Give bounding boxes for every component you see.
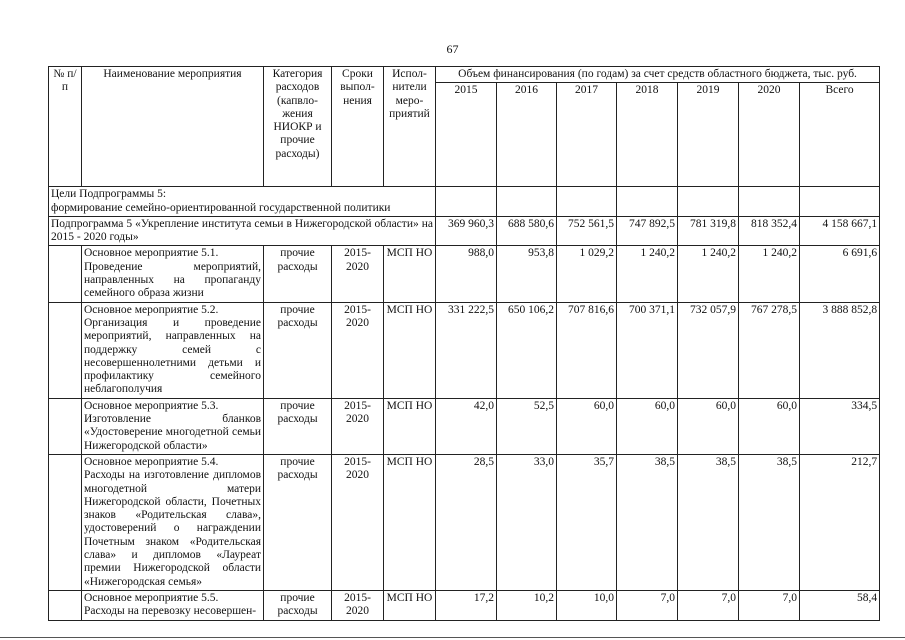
measure-category: прочие расходы bbox=[264, 454, 332, 590]
subprogram-name: Подпрограмма 5 «Укрепление института семьи в Нижегородской области» на 2015 - 2020 годы» bbox=[49, 216, 436, 246]
subprogram-value: 752 561,5 bbox=[557, 216, 617, 246]
measure-description: Расходы на перевозку несовершен- bbox=[84, 605, 257, 618]
measure-name-cell bbox=[82, 246, 264, 302]
measure-value: 10,2 bbox=[497, 590, 557, 620]
header-name: Наименование мероприятия bbox=[82, 67, 264, 187]
header-year: 2018 bbox=[617, 83, 678, 187]
header-year: 2015 bbox=[436, 83, 497, 187]
measure-title: Основное мероприятие 5.3. bbox=[84, 399, 219, 412]
measure-term: 2015-2020 bbox=[332, 398, 384, 454]
measure-executor: МСП НО bbox=[384, 454, 436, 590]
funding-table bbox=[48, 66, 880, 621]
measure-value: 732 057,9 bbox=[678, 302, 739, 398]
measure-executor: МСП НО bbox=[384, 246, 436, 302]
measure-category: прочие расходы bbox=[264, 302, 332, 398]
measure-value: 42,0 bbox=[436, 398, 497, 454]
measure-executor: МСП НО bbox=[384, 398, 436, 454]
measure-value: 7,0 bbox=[617, 590, 678, 620]
measure-category: прочие расходы bbox=[264, 590, 332, 620]
measure-value: 767 278,5 bbox=[739, 302, 800, 398]
measure-row bbox=[49, 454, 880, 590]
measure-value: 7,0 bbox=[739, 590, 800, 620]
measure-term: 2015-2020 bbox=[332, 302, 384, 398]
row-number-cell bbox=[49, 302, 82, 398]
measure-value: 1 240,2 bbox=[739, 246, 800, 302]
measure-total: 334,5 bbox=[800, 398, 880, 454]
subprogram-value: 688 580,6 bbox=[497, 216, 557, 246]
measure-description: Проведение мероприятий, направленных на пропаганду семейного образа жизни bbox=[84, 260, 261, 300]
measure-name-cell bbox=[82, 302, 264, 398]
measure-total: 58,4 bbox=[800, 590, 880, 620]
measure-name-cell bbox=[82, 454, 264, 590]
measure-value: 988,0 bbox=[436, 246, 497, 302]
measure-value: 650 106,2 bbox=[497, 302, 557, 398]
row-number-cell bbox=[49, 398, 82, 454]
measure-value: 17,2 bbox=[436, 590, 497, 620]
measure-value: 1 029,2 bbox=[557, 246, 617, 302]
header-row bbox=[49, 67, 880, 83]
header-year: 2016 bbox=[497, 83, 557, 187]
measure-term: 2015-2020 bbox=[332, 454, 384, 590]
measure-total: 212,7 bbox=[800, 454, 880, 590]
page-edge bbox=[0, 637, 905, 638]
measure-value: 38,5 bbox=[617, 454, 678, 590]
goal-title: Цели Подпрограммы 5: bbox=[51, 188, 167, 201]
header-funding: Объем финансирования (по годам) за счет средств областного бюджета, тыс. руб. bbox=[436, 67, 880, 83]
measure-row bbox=[49, 398, 880, 454]
measure-value: 1 240,2 bbox=[678, 246, 739, 302]
measure-row bbox=[49, 302, 880, 398]
measure-value: 707 816,6 bbox=[557, 302, 617, 398]
measure-description: Изготовление бланков «Удостоверение многодетной семьи Нижегородской области» bbox=[84, 413, 261, 452]
goal-description: формирование семейно-ориентированной государственной политики bbox=[51, 201, 391, 214]
measure-term: 2015-2020 bbox=[332, 590, 384, 620]
measure-title: Основное мероприятие 5.4. bbox=[84, 455, 219, 468]
measure-value: 33,0 bbox=[497, 454, 557, 590]
measure-value: 10,0 bbox=[557, 590, 617, 620]
measure-row bbox=[49, 590, 880, 620]
measure-title: Основное мероприятие 5.2. bbox=[84, 303, 219, 316]
measure-value: 60,0 bbox=[739, 398, 800, 454]
page-number: 67 bbox=[446, 42, 459, 56]
header-year: 2020 bbox=[739, 83, 800, 187]
goal-text bbox=[49, 187, 436, 217]
measure-value: 953,8 bbox=[497, 246, 557, 302]
measure-value: 52,5 bbox=[497, 398, 557, 454]
measure-value: 38,5 bbox=[739, 454, 800, 590]
measure-value: 7,0 bbox=[678, 590, 739, 620]
measure-value: 28,5 bbox=[436, 454, 497, 590]
measure-row bbox=[49, 246, 880, 302]
measure-description: Расходы на изготовление дипломов многодетной матери Нижегородской области, Почетных знаков «Родительская слава», удостоверений о награждении Почетным знаком «Родительская слава» и дипломов «Лауреат премии Нижегородской области «Нижегородская семья» bbox=[84, 469, 261, 588]
measure-category: прочие расходы bbox=[264, 398, 332, 454]
row-number-cell bbox=[49, 454, 82, 590]
subprogram-value: 818 352,4 bbox=[739, 216, 800, 246]
header-category: Категория расходов (капвло-жения НИОКР и прочие расходы) bbox=[264, 67, 332, 187]
measure-title: Основное мероприятие 5.1. bbox=[84, 247, 219, 260]
goal-row bbox=[49, 187, 880, 217]
header-num: № п/п bbox=[49, 67, 82, 187]
subprogram-value: 747 892,5 bbox=[617, 216, 678, 246]
measure-executor: МСП НО bbox=[384, 302, 436, 398]
measure-name-cell bbox=[82, 398, 264, 454]
row-number-cell bbox=[49, 246, 82, 302]
measure-value: 60,0 bbox=[557, 398, 617, 454]
subprogram-row bbox=[49, 216, 880, 246]
measure-total: 3 888 852,8 bbox=[800, 302, 880, 398]
measure-value: 60,0 bbox=[617, 398, 678, 454]
header-executors: Испол-нители меро-приятий bbox=[384, 67, 436, 187]
measure-name-cell bbox=[82, 590, 264, 620]
header-total: Всего bbox=[800, 83, 880, 187]
measure-value: 60,0 bbox=[678, 398, 739, 454]
measure-value: 700 371,1 bbox=[617, 302, 678, 398]
subprogram-value: 369 960,3 bbox=[436, 216, 497, 246]
measure-category: прочие расходы bbox=[264, 246, 332, 302]
row-number-cell bbox=[49, 590, 82, 620]
subprogram-total: 4 158 667,1 bbox=[800, 216, 880, 246]
measure-title: Основное мероприятие 5.5. bbox=[84, 591, 219, 604]
subprogram-value: 781 319,8 bbox=[678, 216, 739, 246]
header-year: 2017 bbox=[557, 83, 617, 187]
measure-description: Организация и проведение мероприятий, направленных на поддержку семей с несовершеннолетними детьми и профилактику семейного неблагополучия bbox=[84, 316, 261, 396]
measure-value: 35,7 bbox=[557, 454, 617, 590]
measure-value: 331 222,5 bbox=[436, 302, 497, 398]
measure-value: 38,5 bbox=[678, 454, 739, 590]
header-year: 2019 bbox=[678, 83, 739, 187]
measure-term: 2015-2020 bbox=[332, 246, 384, 302]
measure-executor: МСП НО bbox=[384, 590, 436, 620]
header-terms: Сроки выпол-нения bbox=[332, 67, 384, 187]
measure-total: 6 691,6 bbox=[800, 246, 880, 302]
measure-value: 1 240,2 bbox=[617, 246, 678, 302]
